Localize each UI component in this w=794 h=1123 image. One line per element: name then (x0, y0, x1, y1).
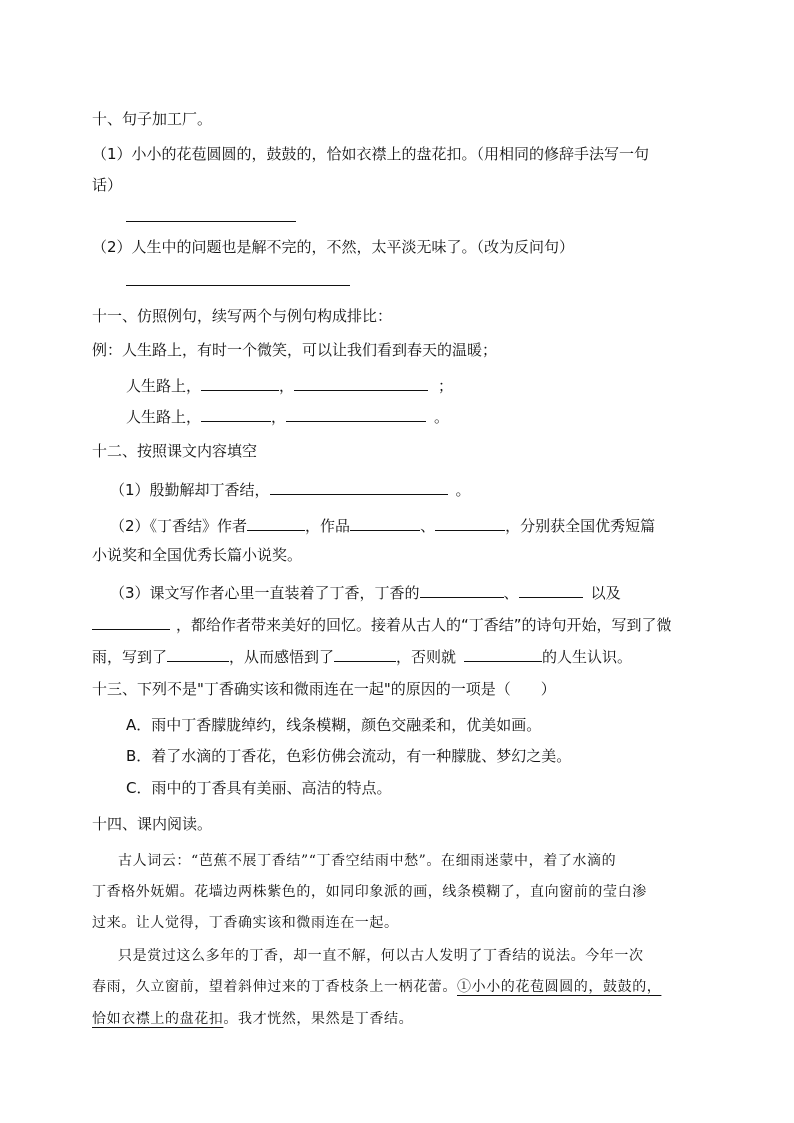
section-11-title: 十一、仿照例句，续写两个与例句构成排比： (92, 307, 393, 325)
blank-12-3a[interactable] (420, 580, 504, 598)
passage-p2-line-1: 只是赏过这么多年的丁香，却一直不解，何以古人发明了丁香结的说法。今年一次 (118, 948, 644, 964)
section-10-question-1: （1）小小的花苞圆圆的，鼓鼓的，恰如衣襟上的盘花扣。（用相同的修辞手法写一句 (92, 145, 650, 163)
passage-p1-line-2: 丁香格外妩媚。花墙边两株紫色的，如同印象派的画，线条模糊了，直向窗前的莹白渗 (92, 884, 647, 900)
section-10-question-2: （2）人生中的问题也是解不完的，不然，太平淡无味了。（改为反问句） (92, 238, 575, 256)
blank-12-1[interactable] (270, 477, 448, 495)
section-10-title: 十、句子加工厂。 (92, 110, 213, 128)
option-a[interactable]: A．雨中丁香朦胧绰约，线条模糊，颜色交融柔和，优美如画。 (126, 716, 542, 734)
section-11-row-2 (126, 404, 449, 428)
blank-12-3d[interactable] (167, 644, 229, 662)
blank-12-3b[interactable] (519, 580, 583, 598)
comma: ， (271, 408, 287, 426)
section-12-question-3-line-2: ，都给作者带来美好的回忆。接着从古人的“丁香结”的诗句开始，写到了微 (92, 612, 672, 636)
section-12-question-2: （2）《丁香结》作者 ，作品 、 ，分别获全国优秀短篇 (110, 513, 655, 537)
option-b[interactable]: B．着了水滴的丁香花，色彩仿佛会流动，有一种朦胧、梦幻之美。 (126, 747, 572, 765)
section-12-title: 十二、按照课文内容填空 (92, 442, 258, 460)
blank-12-3f[interactable] (464, 644, 542, 662)
section-11-example: 例：人生路上，有时一个微笑，可以让我们看到春天的温暖； (92, 341, 498, 359)
blank-12-2c[interactable] (435, 513, 505, 531)
blank-12-2a[interactable] (247, 513, 305, 531)
section-12-question-3-line-3: 雨，写到了 ，从而感悟到了 ，否则就 的人生认识。 (92, 644, 632, 668)
row-prefix: 人生路上， (126, 408, 202, 426)
blank-11-2a[interactable] (201, 404, 271, 422)
underlined-sentence-1-cont: 恰如衣襟上的盘花扣 (92, 1011, 224, 1027)
section-12-question-1: （1）殷勤解却丁香结， 。 (110, 477, 471, 501)
underlined-sentence-1: ①小小的花苞圆圆的，鼓鼓的， (457, 979, 662, 995)
row-prefix: 人生路上， (126, 377, 202, 395)
blank-11-1b[interactable] (294, 373, 428, 391)
blank-11-2b[interactable] (286, 404, 426, 422)
comma: ， (279, 377, 295, 395)
answer-line-10-1[interactable] (126, 221, 296, 222)
passage-p1-line-3: 过来。让人觉得，丁香确实该和微雨连在一起。 (92, 915, 399, 931)
blank-12-3e[interactable] (334, 644, 396, 662)
blank-12-3c[interactable] (92, 612, 170, 630)
option-c[interactable]: C．雨中的丁香具有美丽、高洁的特点。 (126, 779, 392, 797)
period: 。 (434, 408, 450, 426)
section-11-row-1 (126, 373, 453, 397)
passage-p2-line-2: 春雨，久立窗前，望着斜伸过来的丁香枝条上一柄花蕾。①小小的花苞圆圆的，鼓鼓的， (92, 979, 662, 995)
blank-12-2b[interactable] (350, 513, 420, 531)
semicolon: ； (438, 377, 454, 395)
section-14-title: 十四、课内阅读。 (92, 815, 213, 833)
blank-11-1a[interactable] (201, 373, 279, 391)
passage-p2-line-3: 恰如衣襟上的盘花扣。我才恍然，果然是丁香结。 (92, 1011, 414, 1027)
section-12-question-3: （3）课文写作者心里一直装着了丁香，丁香的 、 以及 (110, 580, 621, 604)
passage-p1-line-1: 古人词云：“芭蕉不展丁香结”“丁香空结雨中愁”。在细雨迷蒙中，着了水滴的 (118, 853, 617, 869)
section-10-question-1-cont: 话） (92, 176, 123, 194)
section-12-question-2-cont: 小说奖和全国优秀长篇小说奖。 (92, 546, 303, 564)
section-13-title: 十三、下列不是"丁香确实该和微雨连在一起"的原因的一项是（ ） (92, 680, 556, 698)
answer-line-10-2[interactable] (126, 285, 350, 286)
